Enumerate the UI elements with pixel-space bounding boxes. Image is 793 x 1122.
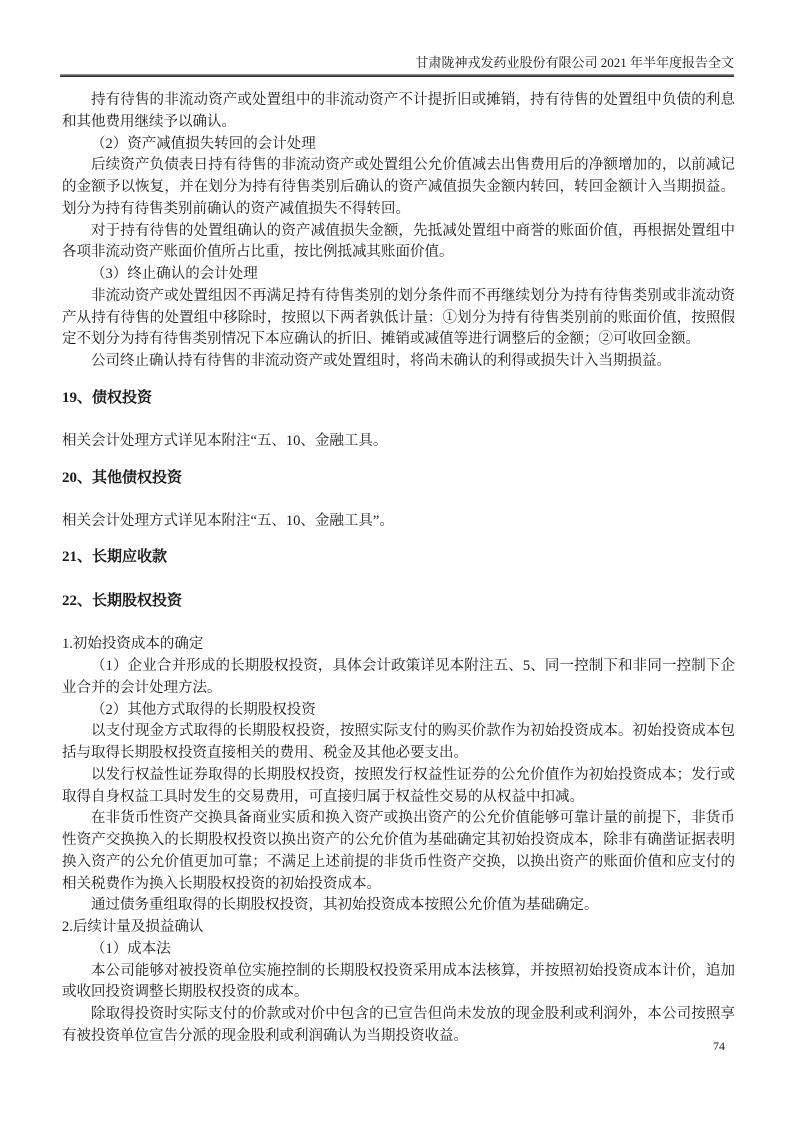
paragraph: （1）企业合并形成的长期股权投资，具体会计政策详见本附注五、5、同一控制下和非同一控制下企业合并的会计处理方法。 [62, 658, 735, 696]
paragraph: 相关会计处理方式详见本附注“五、10、金融工具”。 [62, 512, 394, 529]
header-rule [60, 74, 734, 77]
paragraph: 非流动资产或处置组因不再满足持有待售类别的划分条件而不再继续划分为持有待售类别或非流动资产从持有待售的处置组中移除时，按照以下两者孰低计量：①划分为持有待售类别前的账面价值，按照假定不划分为持有待售类别情况下本应确认的折旧、摊销或减值等进行调整后的金额；②可收回金额。 [62, 287, 735, 348]
paragraph: 以发行权益性证券取得的长期股权投资，按照发行权益性证券的公允价值作为初始投资成本；发行或取得自身权益工具时发生的交易费用，可直接归属于权益性交易的从权益中扣减。 [62, 766, 735, 805]
page-number: 74 [713, 1039, 725, 1053]
paragraph: 通过债务重组取得的长期股权投资，其初始投资成本按照公允价值为基础确定。 [91, 897, 599, 914]
paragraph: 持有待售的非流动资产或处置组中的非流动资产不计提折旧或摊销，持有待售的处置组中负债的利息和其他费用继续予以确认。 [62, 92, 735, 130]
paragraph: 相关会计处理方式详见本附注“五、10、金融工具。 [62, 432, 388, 449]
subsection-label: （2）其他方式取得的长期股权投资 [91, 701, 316, 718]
paragraph: 对于持有待售的处置组确认的资产减值损失金额，先抵减处置组中商誉的账面价值，再根据处置组中各项非流动资产账面价值所占比重，按比例抵减其账面价值。 [62, 222, 735, 261]
paragraph: 公司终止确认持有待售的非流动资产或处置组时，将尚未确认的利得或损失计入当期损益。 [91, 353, 671, 369]
paragraph: 后续资产负债表日持有待售的非流动资产或处置组公允价值减去出售费用后的净额增加的，以前减记的金额予以恢复，并在划分为持有待售类别后确认的资产减值损失金额内转回，转回金额计入当期损益。划分为持有待售类别前确认的资产减值损失不得转回。 [62, 157, 735, 217]
subsection-label: （3）终止确认的会计处理 [91, 266, 258, 282]
section-heading-20: 20、其他债权投资 [62, 469, 183, 486]
section-heading-19: 19、债权投资 [62, 389, 153, 406]
paragraph: 在非货币性资产交换具备商业实质和换入资产或换出资产的公允价值能够可靠计量的前提下，非货币性资产交换换入的长期股权投资以换出资产的公允价值为基础确定其初始投资成本，除非有确凿证据表明换入资产的公允价值更加可靠；不满足上述前提的非货币性资产交换，以换出资产的账面价值和应支付的相关税费作为换入长期股权投资的初始投资成本。 [62, 810, 735, 892]
paragraph: 本公司能够对被投资单位实施控制的长期股权投资采用成本法核算，并按照初始投资成本计价，追加或收回投资调整长期股权投资的成本。 [62, 962, 735, 1001]
running-header-title: 甘肃陇神戎发药业股份有限公司 2021 年半年度报告全文 [415, 55, 734, 70]
section-heading-21: 21、长期应收款 [62, 549, 168, 566]
paragraph: 除取得投资时实际支付的价款或对价中包含的已宣告但尚未发放的现金股利或利润外，本公司按照享有被投资单位宣告分派的现金股利或利润确认为当期投资收益。 [62, 1006, 735, 1044]
section-heading-22: 22、长期股权投资 [62, 593, 183, 610]
list-label: 1.初始投资成本的确定 [62, 636, 204, 653]
list-label: 2.后续计量及损益确认 [62, 919, 204, 935]
page-body [62, 90, 735, 1048]
subsection-label: （2）资产减值损失转回的会计处理 [91, 135, 316, 152]
subsection-label: （1）成本法 [91, 940, 171, 957]
paragraph: 以支付现金方式取得的长期股权投资，按照实际支付的购买价款作为初始投资成本。初始投资成本包括与取得长期股权投资直接相关的费用、税金及其他必要支出。 [62, 723, 735, 761]
